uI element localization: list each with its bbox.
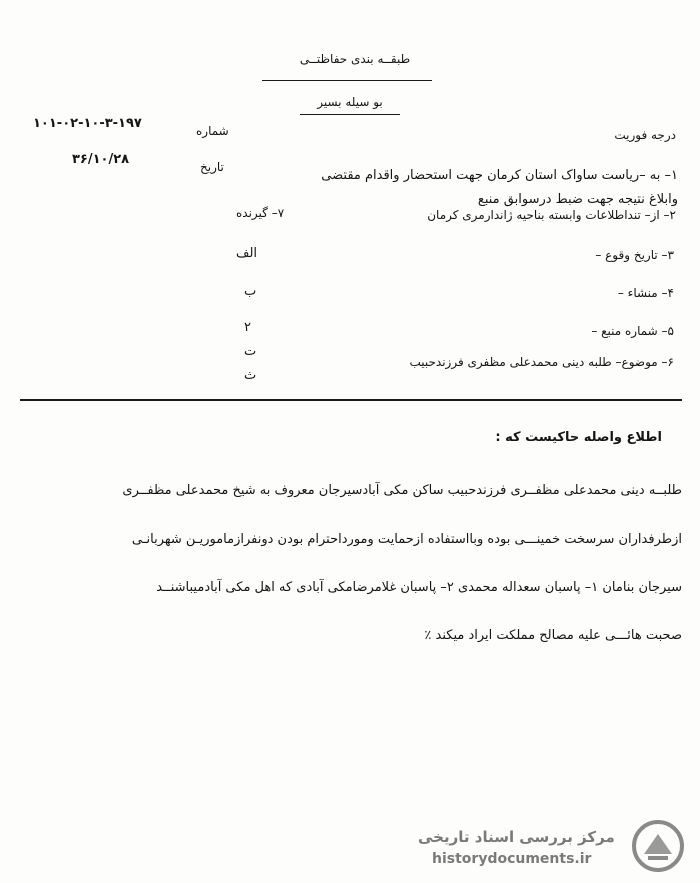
document-date: ۳۶/۱۰/۲۸ bbox=[72, 152, 130, 167]
report-line: سیرجان بنامان ۱– پاسبان سعداله محمدی ۲– پاسبان غلامرضامکی آبادی که اهل مکی آبادمیباشنــد bbox=[156, 580, 682, 595]
report-line: طلبــه دینی محمدعلی مظفــری فرزندحبیب ساکن مکی آبادسیرجان معروف به شیخ محمدعلی مظفــری bbox=[122, 483, 682, 498]
evaluation-grade: الف bbox=[236, 246, 258, 261]
watermark-title: مرکز بررسی اسناد تاریخی bbox=[418, 828, 615, 846]
section-divider bbox=[20, 399, 682, 401]
field-recipient: ۷– گیرنده bbox=[236, 206, 285, 220]
classification-underline bbox=[262, 80, 432, 81]
archive-logo-icon bbox=[630, 818, 686, 874]
evaluation-grade: ب bbox=[244, 284, 257, 299]
evaluation-grade: ث bbox=[244, 368, 257, 383]
field-source-number: ۵– شماره منبع – bbox=[591, 324, 674, 338]
priority-label: درجه فوریت bbox=[614, 128, 676, 142]
field-source: ۴– منشاء – bbox=[617, 286, 674, 300]
field-date-of-event: ۳– تاریخ وقوع – bbox=[595, 248, 674, 262]
classification-heading: طبقــه بندی حفاظتــی bbox=[299, 52, 411, 66]
field-to: ۱– به –ریاست ساواک استان کرمان جهت استحضار واقدام مقتضی وابلاغ نتیجه جهت ضبط درسوابق منبع bbox=[321, 168, 678, 207]
report-line: صحبت هائـــی علیه مصالح مملکت ایراد میکند ٪ bbox=[424, 628, 682, 643]
urgency-underline bbox=[300, 114, 400, 115]
urgency-label: بو سیله بسیر bbox=[317, 95, 383, 109]
field-from: ۲– از– تنداطلاعات وابسته بناحیه ژاندارمری کرمان bbox=[427, 208, 676, 222]
number-label: شماره bbox=[196, 124, 229, 138]
evaluation-grade: ت bbox=[244, 344, 257, 359]
evaluation-grade: ۲ bbox=[244, 320, 251, 335]
report-intro: اطلاع واصله حاکیست که : bbox=[495, 430, 662, 445]
watermark-url: historydocuments.ir bbox=[432, 851, 592, 867]
date-label: تاریخ bbox=[200, 160, 224, 174]
report-line: ازطرفداران سرسخت خمینـــی بوده وبااستفاده ازحمایت ومورداحترام بودن دونفرازماموریـن شهربانـی bbox=[131, 532, 682, 547]
document-number: ۱۰۱-۰۲-۱۰-۳-۱۹۷ bbox=[33, 116, 142, 131]
field-subject: ۶– موضوع– طلبه دینی محمدعلی مظفری فرزندحبیب bbox=[409, 355, 674, 369]
